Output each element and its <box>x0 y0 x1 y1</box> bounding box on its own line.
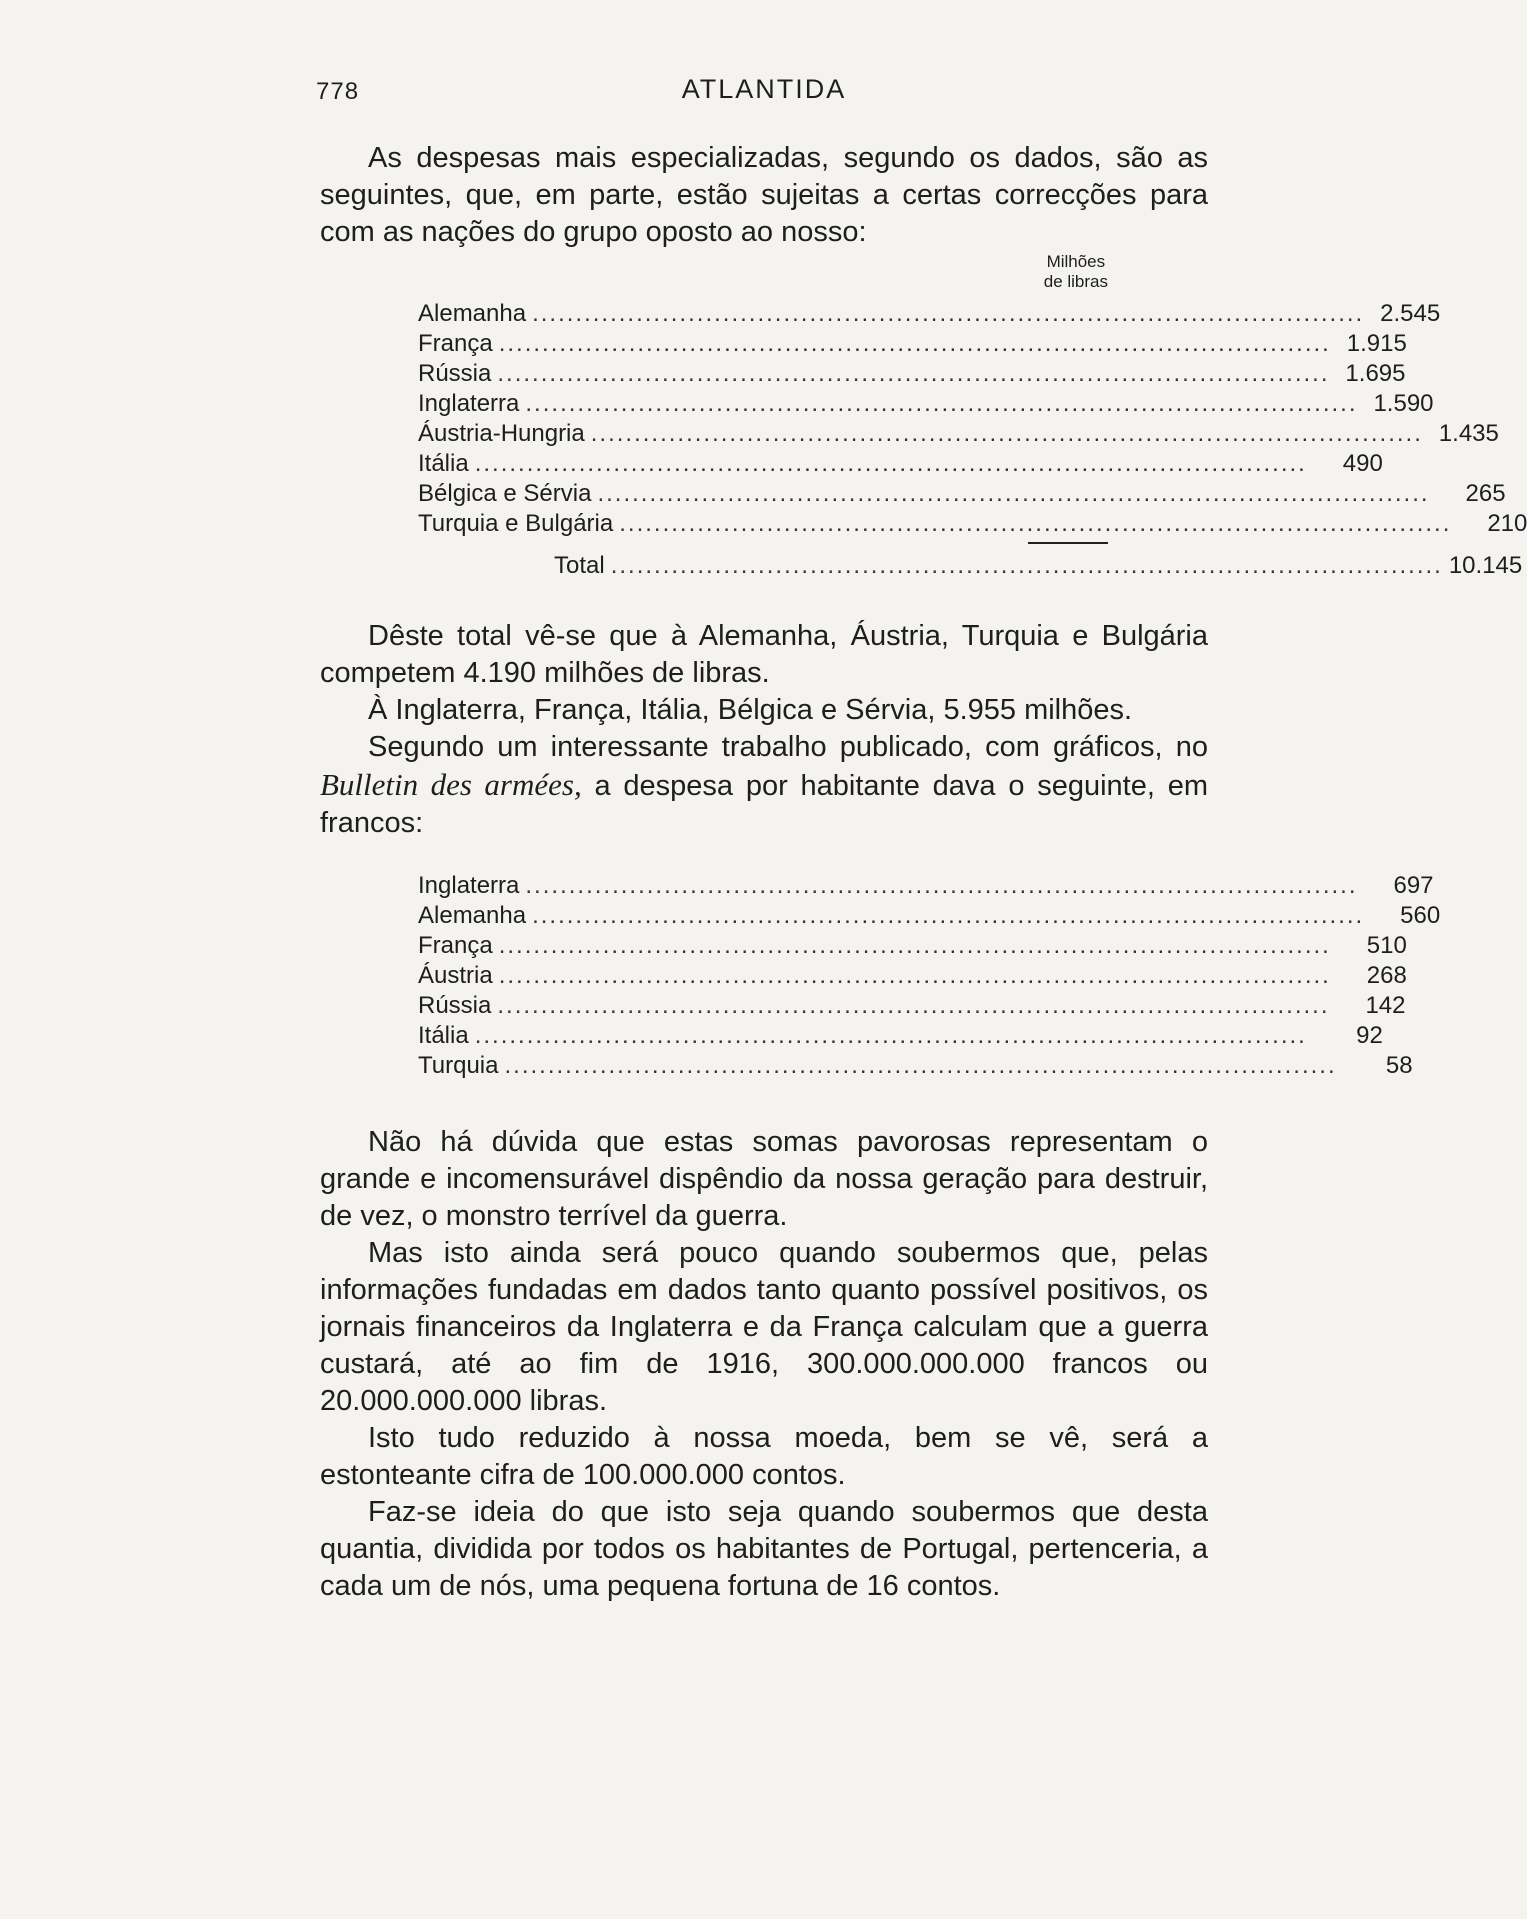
table-row <box>418 450 1383 480</box>
table-row <box>418 932 1407 962</box>
row-label: França <box>418 330 493 357</box>
leader-dots: ................................................................................................ <box>610 552 1443 579</box>
table-row <box>418 330 1407 360</box>
paragraph-bulletin <box>320 729 1208 842</box>
row-label: Itália <box>418 1022 469 1049</box>
leader-dots: ................................................................................................ <box>497 992 1330 1019</box>
total-row <box>554 552 1523 582</box>
row-label: Turquia e Bulgária <box>418 510 614 537</box>
total-label: Total <box>554 552 605 579</box>
row-label: Alemanha <box>418 300 527 327</box>
row-value: 268 <box>1366 962 1407 989</box>
column-header-line: Milhões <box>1046 252 1106 271</box>
paragraph-conversion: Isto tudo reduzido à nossa moeda, bem se vê, será a estonteante cifra de 100.000.000 contos. <box>320 1422 1208 1491</box>
row-label: Rússia <box>418 992 492 1019</box>
expenses-table-pounds <box>418 252 1527 582</box>
column-header-line: de libras <box>1043 272 1108 291</box>
row-value: 560 <box>1400 902 1441 929</box>
row-value: 1.915 <box>1346 330 1407 357</box>
row-label: Bélgica e Sérvia <box>418 480 592 507</box>
page-header <box>316 70 1212 110</box>
row-label: Áustria-Hungria <box>418 420 585 447</box>
row-value: 1.695 <box>1345 360 1406 387</box>
leader-dots: ................................................................................................ <box>498 932 1331 959</box>
table-row <box>418 1022 1383 1052</box>
table-row <box>418 962 1407 992</box>
column-header <box>1044 252 1108 292</box>
table-row <box>418 510 1527 540</box>
leader-dots: ................................................................................................ <box>525 872 1358 899</box>
row-label: Turquia <box>418 1052 499 1079</box>
paragraph-per-inhabitant: Faz-se ideia do que isto seja quando soubermos que desta quantia, dividida por todos os habitantes de Portugal, pertenceria, a cada um de nós, uma pequena fortuna de 16 contos. <box>320 1496 1208 1602</box>
row-value: 142 <box>1365 992 1406 1019</box>
table-row <box>418 300 1441 330</box>
table-row <box>418 1052 1413 1082</box>
paragraph-totals: Dêste total vê-se que à Alemanha, Áustria, Turquia e Bulgária competem 4.190 milhões de libras. <box>320 620 1208 689</box>
table-row <box>418 902 1441 932</box>
paragraph-war-cost: Não há dúvida que estas somas pavorosas representam o grande e incomensurável dispêndio da nossa geração para destruir, de vez, o monstro terrível da guerra. <box>320 1126 1208 1232</box>
page-number: 778 <box>316 78 360 105</box>
leader-dots: ................................................................................................ <box>497 360 1330 387</box>
leader-dots: ................................................................................................ <box>532 902 1365 929</box>
table-row <box>418 390 1434 420</box>
row-value: 2.545 <box>1380 300 1441 327</box>
paragraph-text: a despesa por habitante dava o seguinte, em francos: <box>320 770 1208 839</box>
row-label: França <box>418 932 493 959</box>
row-label: Inglaterra <box>418 872 520 899</box>
row-label: Rússia <box>418 360 492 387</box>
paragraph-allies: À Inglaterra, França, Itália, Bélgica e Sérvia, 5.955 milhões. <box>368 694 1133 726</box>
row-value: 92 <box>1356 1022 1383 1049</box>
row-value: 210 <box>1487 510 1527 537</box>
intro-paragraph: As despesas mais especializadas, segundo os dados, são as seguintes, que, em parte, estão sujeitas a certas correcções para com as nações do grupo oposto ao nosso: <box>320 142 1208 248</box>
leader-dots: ................................................................................................ <box>525 390 1358 417</box>
row-label: Áustria <box>418 962 493 989</box>
leader-dots: ................................................................................................ <box>619 510 1452 537</box>
paragraph-estimate: Mas isto ainda será pouco quando soubermos que, pelas informações fundadas em dados tanto quanto possível positivos, os jornais financeiros da Inglaterra e da França calculam que a guerra custará, até ao fim de 1916, 300.000.000.000 francos ou 20.000.000.000 libras. <box>320 1237 1208 1417</box>
leader-dots: ................................................................................................ <box>474 1022 1307 1049</box>
running-title: ATLANTIDA <box>681 74 847 104</box>
leader-dots: ................................................................................................ <box>532 300 1365 327</box>
leader-dots: ................................................................................................ <box>590 420 1423 447</box>
row-value: 265 <box>1465 480 1506 507</box>
table-row <box>418 992 1406 1022</box>
paragraph-text: Segundo um interessante trabalho publicado, com gráficos, no <box>368 731 1208 763</box>
total-value: 10.145 <box>1448 552 1523 579</box>
table-row <box>418 480 1506 510</box>
row-value: 510 <box>1366 932 1407 959</box>
leader-dots: ................................................................................................ <box>498 330 1331 357</box>
row-label: Inglaterra <box>418 390 520 417</box>
table-row <box>418 360 1406 390</box>
leader-dots: ................................................................................................ <box>504 1052 1337 1079</box>
row-value: 490 <box>1342 450 1383 477</box>
leader-dots: ................................................................................................ <box>597 480 1430 507</box>
leader-dots: ................................................................................................ <box>474 450 1307 477</box>
table-row <box>418 872 1434 902</box>
table-row <box>418 420 1499 450</box>
publication-title: Bulletin des armées, <box>320 767 582 802</box>
row-value: 58 <box>1385 1052 1413 1079</box>
row-value: 1.435 <box>1438 420 1499 447</box>
leader-dots: ................................................................................................ <box>498 962 1331 989</box>
sum-line <box>1028 542 1108 544</box>
expenses-table-francs <box>418 872 1441 1092</box>
row-label: Itália <box>418 450 469 477</box>
row-value: 1.590 <box>1373 390 1434 417</box>
row-label: Alemanha <box>418 902 527 929</box>
row-value: 697 <box>1393 872 1434 899</box>
